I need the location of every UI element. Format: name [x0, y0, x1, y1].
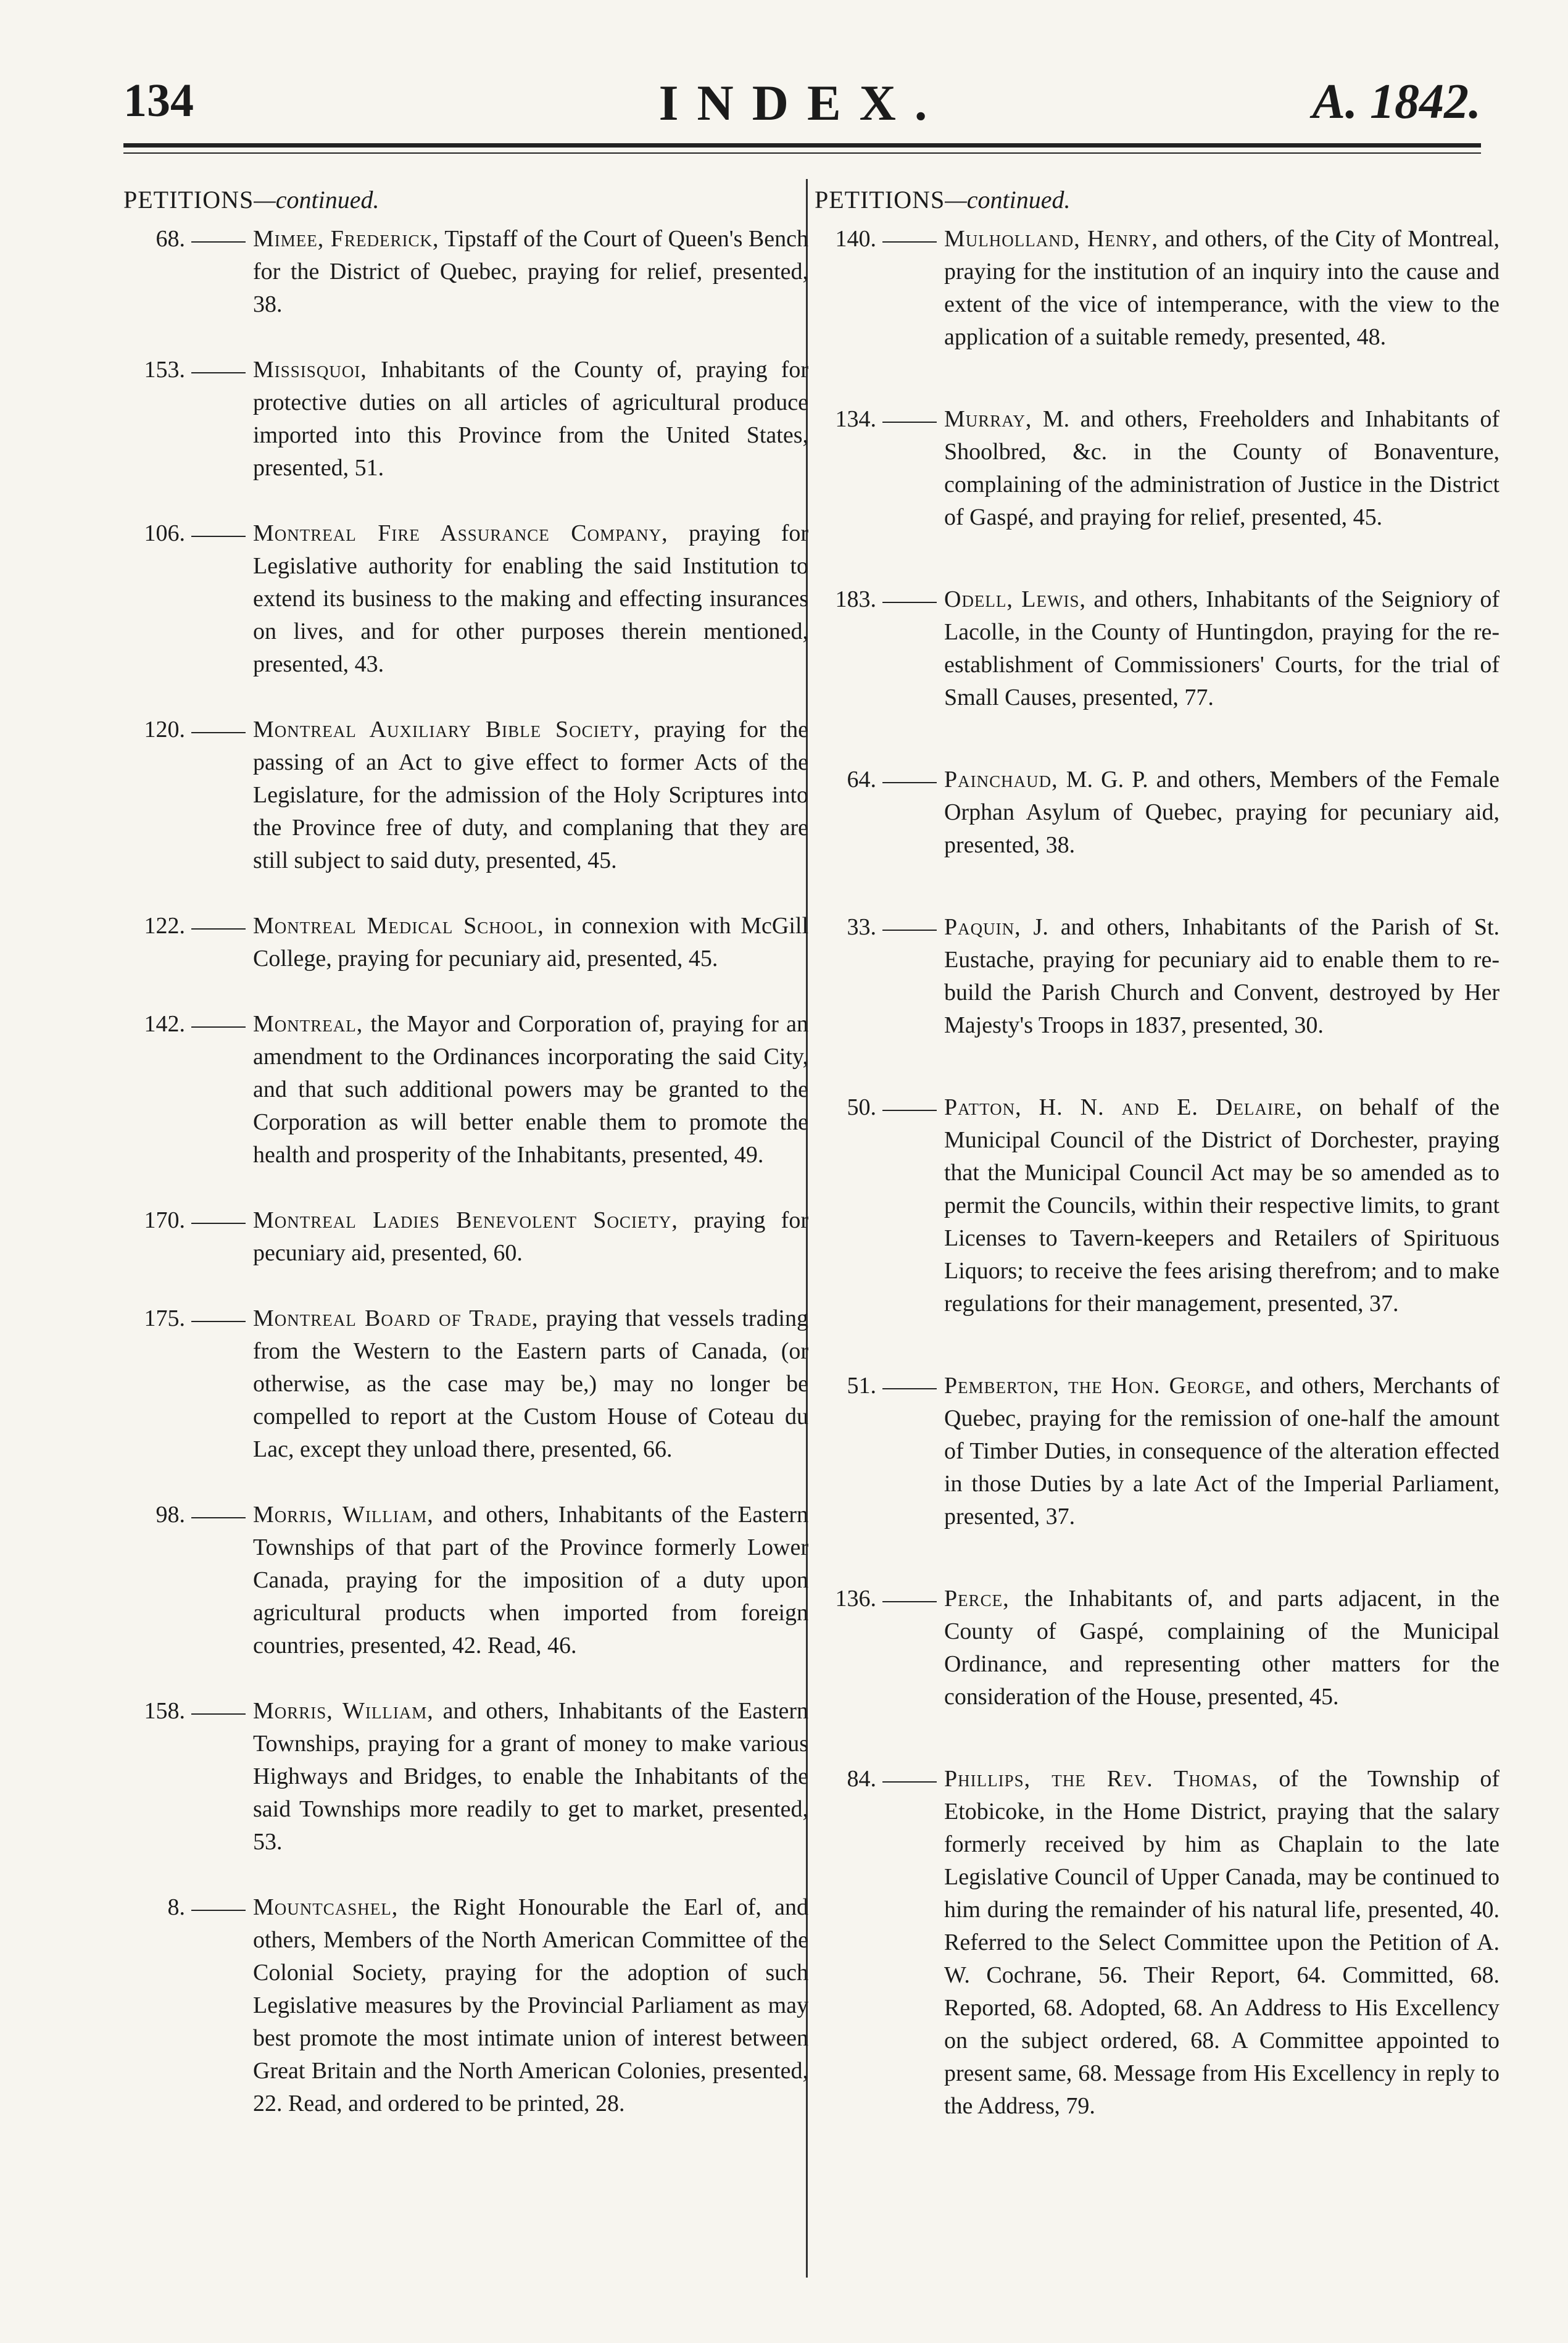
entry-name: Morris, William, [253, 1502, 434, 1528]
entry-text [944, 1370, 1500, 1533]
entry-dash [876, 403, 944, 534]
entry-text [253, 1008, 808, 1172]
entry-name: Montreal Medical School, [253, 913, 544, 939]
entry-name: Paquin, [944, 914, 1021, 940]
index-entry [815, 1370, 1500, 1533]
entry-name: Odell, Lewis, [944, 586, 1086, 612]
entry-dash [185, 910, 253, 975]
entry-name: Mulholland, Henry, [944, 226, 1158, 252]
entry-description: and others, of the City of Montreal, praying for the institution of an inquiry into the cause and extent of the vice of intemperance, with the view to the application of a suitable remedy, presented, 48. [944, 226, 1500, 350]
entry-dash [185, 1499, 253, 1662]
entry-description: on behalf of the Municipal Council of the District of Dorchester, praying that the Municipal Council Act may be so amended as to permit the Councils, within their respective limits, to grant Licenses to Tavern-keepers and Retailers of Spirituous Liquors; to receive the fees arising therefrom; and to make regulations for their management, presented, 37. [944, 1094, 1500, 1317]
entry-number: 158. [144, 1698, 185, 1724]
entry-number: 8. [167, 1894, 185, 1920]
entry-text [944, 764, 1500, 862]
entry-number: 183. [835, 586, 876, 612]
index-entry [123, 223, 808, 321]
entry-description: and others, Inhabitants of the Seigniory of Lacolle, in the County of Huntingdon, praying for the re-establishment of Commissioners' Courts, for the trial of Small Causes, presented, 77. [944, 586, 1500, 710]
entry-name: Montreal Auxiliary Bible Society, [253, 717, 641, 743]
header-rule-thin [123, 152, 1481, 154]
entry-text [944, 1091, 1500, 1320]
entry-text [253, 1302, 808, 1466]
entry-name: Montreal Ladies Benevolent Society, [253, 1207, 678, 1233]
entry-text [253, 1204, 808, 1270]
entry-dash [185, 354, 253, 485]
entry-description: praying for Legislative authority for enabling the said Institution to extend its business to the making and effecting insurances on lives, and for other purposes therein mentioned, presented, 43. [253, 520, 809, 677]
entry-text [944, 583, 1500, 714]
entry-description: M. G. P. and others, Members of the Female Orphan Asylum of Quebec, praying for pecuniary aid, presented, 38. [944, 767, 1500, 858]
entry-number: 175. [144, 1305, 185, 1331]
entry-number: 120. [144, 717, 185, 743]
entry-text [944, 911, 1500, 1042]
continued-label: —continued. [945, 186, 1071, 214]
index-entry [123, 354, 808, 485]
index-entry [815, 223, 1500, 354]
entry-name: Montreal Fire Assurance Company, [253, 520, 668, 546]
entry-number: 106. [144, 520, 185, 546]
entry-name: Pemberton, the Hon. George, [944, 1373, 1252, 1399]
entry-description: M. and others, Freeholders and Inhabitants of Shoolbred, &c. in the County of Bonaventure, complaining of the administration of Justice in the District of Gaspé, and praying for relief, presented, 45. [944, 406, 1500, 530]
index-entry [815, 583, 1500, 714]
index-entry [123, 1695, 808, 1858]
page-number: 134 [123, 75, 194, 127]
entry-dash [185, 517, 253, 681]
section-heading: PETITIONS [123, 186, 254, 214]
entry-number: 64. [847, 767, 876, 793]
entry-dash [876, 911, 944, 1042]
page-header [123, 74, 1481, 148]
index-entry [815, 1583, 1500, 1713]
entry-text [253, 354, 808, 485]
entry-number: 98. [156, 1502, 185, 1528]
entry-dash [876, 1370, 944, 1533]
entry-name: Montreal, [253, 1011, 363, 1037]
entry-number: 134. [835, 406, 876, 432]
entry-name: Missisquoi, [253, 357, 367, 383]
entry-text [253, 1891, 808, 2120]
entry-name: Mimee, Frederick, [253, 226, 439, 252]
entry-number: 140. [835, 226, 876, 252]
entry-text [944, 1583, 1500, 1713]
entry-description: praying that vessels trading from the Western to the Eastern parts of Canada, (or otherwise, as the case may be,) may no longer be compelled to report at the Custom House of Coteau du Lac, except they unload there, presented, 66. [253, 1305, 808, 1462]
left-column [123, 182, 808, 2153]
entry-number: 153. [144, 357, 185, 383]
entry-description: J. and others, Inhabitants of the Parish of St. Eustache, praying for pecuniary aid to enable them to re-build the Parish Church and Convent, destroyed by Her Majesty's Troops in 1837, presented, 30. [944, 914, 1500, 1038]
entry-dash [876, 1763, 944, 2123]
entry-name: Perce, [944, 1586, 1010, 1612]
entry-dash [876, 1091, 944, 1320]
entry-dash [185, 1204, 253, 1270]
entry-name: Morris, William, [253, 1698, 434, 1724]
entry-dash [876, 223, 944, 354]
index-entry [123, 1008, 808, 1172]
entry-description: the Mayor and Corporation of, praying for an amendment to the Ordinances incorporating the said City, and that such additional powers may be granted to the Corporation as will better enable them to promote the health and prosperity of the Inhabitants, presented, 49. [253, 1011, 808, 1168]
entry-number: 142. [144, 1011, 185, 1037]
entry-name: Murray, [944, 406, 1032, 432]
entry-text [253, 517, 808, 681]
entry-dash [185, 1891, 253, 2120]
entry-number: 51. [847, 1373, 876, 1399]
index-title: INDEX. [658, 75, 946, 131]
index-entry [815, 764, 1500, 862]
entry-dash [876, 583, 944, 714]
right-column [815, 182, 1500, 2172]
entry-name: Patton, H. N. and E. Delaire, [944, 1094, 1303, 1120]
entry-number: 84. [847, 1766, 876, 1792]
entry-description: Inhabitants of the County of, praying for protective duties on all articles of agricultural produce imported into this Province from the United States, presented, 51. [253, 357, 809, 481]
index-entry [815, 1091, 1500, 1320]
index-entry [123, 1891, 808, 2120]
entry-number: 136. [835, 1586, 876, 1612]
entry-text [944, 223, 1500, 354]
entry-text [253, 1499, 808, 1662]
entry-number: 68. [156, 226, 185, 252]
entry-text [944, 1763, 1500, 2123]
entry-name: Phillips, the Rev. Thomas, [944, 1766, 1259, 1792]
entry-text [253, 223, 808, 321]
entry-dash [185, 1008, 253, 1172]
entry-description: in connexion with McGill College, praying for pecuniary aid, presented, 45. [253, 913, 808, 972]
header-rule-thick [123, 143, 1481, 148]
entry-description: and others, Inhabitants of the Eastern Townships, praying for a grant of money to make various Highways and Bridges, to enable the Inhabitants of the said Townships more readily to get to market, presented, 53. [253, 1698, 809, 1855]
entry-name: Painchaud, [944, 767, 1058, 793]
index-entry [123, 517, 808, 681]
entry-name: Montreal Board of Trade, [253, 1305, 539, 1331]
index-entry [815, 1763, 1500, 2123]
entry-description: Tipstaff of the Court of Queen's Bench for the District of Quebec, praying for relief, presented, 38. [253, 226, 808, 317]
entry-name: Mountcashel, [253, 1894, 399, 1920]
continued-label: —continued. [254, 186, 380, 214]
entry-dash [185, 1695, 253, 1858]
index-entry [815, 911, 1500, 1042]
entry-text [253, 910, 808, 975]
entry-dash [185, 223, 253, 321]
index-entry [815, 403, 1500, 534]
entry-description: and others, Inhabitants of the Eastern Townships of that part of the Province formerly Lower Canada, praying for the imposition of a duty upon agricultural products when imported from foreign countries, presented, 42. Read, 46. [253, 1502, 809, 1658]
entry-text [253, 1695, 808, 1858]
section-heading: PETITIONS [815, 186, 945, 214]
entry-dash [876, 1583, 944, 1713]
entry-description: the Inhabitants of, and parts adjacent, in the County of Gaspé, complaining of the Municipal Ordinance, and representing other matters for the consideration of the House, presented, 45. [944, 1586, 1500, 1710]
entry-dash [185, 1302, 253, 1466]
entry-text [253, 714, 808, 877]
session-year: A. 1842. [1312, 75, 1481, 129]
entry-description: of the Township of Etobicoke, in the Home District, praying that the salary formerly received by him as Chaplain to the late Legislative Council of Upper Canada, may be continued to him during the remainder of his natural life, presented, 40. Referred to the Select Committee upon the Petition of A. W. Cochrane, 56. Their Report, 64. Committed, 68. Reported, 68. Adopted, 68. An Address to His Excellency on the subject ordered, 68. A Committee appointed to present same, 68. Message from His Excellency in reply to the Address, 79. [944, 1766, 1500, 2119]
entry-number: 122. [144, 913, 185, 939]
right-column-heading [815, 182, 1500, 218]
entry-description: the Right Honourable the Earl of, and others, Members of the North American Committee of the Colonial Society, praying for the adoption of such Legislative measures by the Provincial Parliament as may best promote the most intimate union of interest between Great Britain and the North American Colonies, presented, 22. Read, and ordered to be printed, 28. [253, 1894, 808, 2116]
index-entry [123, 714, 808, 877]
left-entry-list [123, 223, 808, 2120]
index-entry [123, 1302, 808, 1466]
entry-dash [876, 764, 944, 862]
index-entry [123, 1204, 808, 1270]
entry-description: praying for the passing of an Act to give effect to former Acts of the Legislature, for the admission of the Holy Scriptures into the Province free of duty, and complaning that they are still subject to said duty, presented, 45. [253, 717, 809, 873]
entry-dash [185, 714, 253, 877]
right-entry-list [815, 223, 1500, 2123]
entry-description: and others, Merchants of Quebec, praying for the remission of one-half the amount of Timber Duties, in consequence of the alteration effected in those Duties by a late Act of the Imperial Parliament, presented, 37. [944, 1373, 1500, 1529]
entry-number: 170. [144, 1207, 185, 1233]
entry-description: praying for pecuniary aid, presented, 60. [253, 1207, 808, 1266]
entry-number: 33. [847, 914, 876, 940]
left-column-heading [123, 182, 808, 218]
index-entry [123, 910, 808, 975]
entry-text [944, 403, 1500, 534]
index-entry [123, 1499, 808, 1662]
entry-number: 50. [847, 1094, 876, 1120]
